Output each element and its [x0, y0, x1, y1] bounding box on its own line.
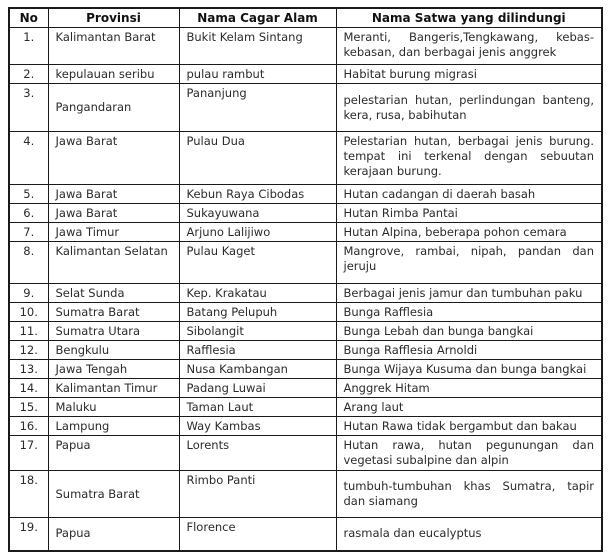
- cell-satwa: rasmala dan eucalyptus: [336, 518, 602, 551]
- cell-no: 17.: [9, 436, 48, 471]
- cell-satwa: Hutan cadangan di daerah basah: [336, 185, 602, 204]
- cell-cagar: Padang Luwai: [179, 379, 336, 398]
- table-header: [9, 8, 602, 28]
- cell-cagar: Pulau Kaget: [179, 242, 336, 284]
- column-header-cagar: Nama Cagar Alam: [179, 8, 336, 28]
- cell-cagar: Arjuno Lalijiwo: [179, 223, 336, 242]
- cell-cagar: Bukit Kelam Sintang: [179, 28, 336, 65]
- cell-cagar: Pulau Dua: [179, 132, 336, 185]
- column-header-no: No: [9, 8, 48, 28]
- table-row: [9, 242, 602, 284]
- cell-no: 12.: [9, 341, 48, 360]
- cell-cagar: Pananjung: [179, 84, 336, 132]
- cell-cagar: Sibolangit: [179, 322, 336, 341]
- cell-cagar: Batang Pelupuh: [179, 303, 336, 322]
- cell-cagar: Taman Laut: [179, 398, 336, 417]
- cell-no: 7.: [9, 223, 48, 242]
- cell-no: 13.: [9, 360, 48, 379]
- cell-satwa: Mangrove, rambai, nipah, pandan dan jeruju: [336, 242, 602, 284]
- cell-provinsi: Jawa Tengah: [48, 360, 179, 379]
- cell-provinsi: Lampung: [48, 417, 179, 436]
- cell-satwa: Hutan Rawa tidak bergambut dan bakau: [336, 417, 602, 436]
- cell-satwa: Berbagai jenis jamur dan tumbuhan paku: [336, 284, 602, 303]
- cell-no: 11.: [9, 322, 48, 341]
- cell-satwa: Hutan rawa, hutan pegunungan dan vegetasi subalpine dan alpin: [336, 436, 602, 471]
- cell-no: 1.: [9, 28, 48, 65]
- cell-satwa: Hutan Alpina, beberapa pohon cemara: [336, 223, 602, 242]
- cell-provinsi: Papua: [48, 436, 179, 471]
- cell-satwa: Habitat burung migrasi: [336, 65, 602, 84]
- cell-satwa: Meranti, Bangeris,Tengkawang, kebas-kebasan, dan berbagai jenis anggrek: [336, 28, 602, 65]
- cell-provinsi: Papua: [48, 518, 179, 551]
- cell-provinsi: Maluku: [48, 398, 179, 417]
- cell-cagar: Florence: [179, 518, 336, 551]
- cell-cagar: Sukayuwana: [179, 204, 336, 223]
- column-header-satwa: Nama Satwa yang dilindungi: [336, 8, 602, 28]
- table-row: [9, 417, 602, 436]
- cell-no: 6.: [9, 204, 48, 223]
- cell-provinsi: Pangandaran: [48, 84, 179, 132]
- column-header-provinsi: Provinsi: [48, 8, 179, 28]
- header-row: [9, 8, 602, 28]
- cell-satwa: Hutan Rimba Pantai: [336, 204, 602, 223]
- cell-provinsi: Sumatra Utara: [48, 322, 179, 341]
- table-row: [9, 65, 602, 84]
- table-row: [9, 303, 602, 322]
- table-row: [9, 518, 602, 551]
- cell-provinsi: Jawa Timur: [48, 223, 179, 242]
- cell-satwa: pelestarian hutan, perlindungan banteng, kera, rusa, babihutan: [336, 84, 602, 132]
- cell-cagar: Nusa Kambangan: [179, 360, 336, 379]
- cell-no: 14.: [9, 379, 48, 398]
- cell-satwa: Pelestarian hutan, berbagai jenis burung. tempat ini terkenal dengan sebuutan kerajaan burung.: [336, 132, 602, 185]
- cell-no: 19.: [9, 518, 48, 551]
- cell-no: 10.: [9, 303, 48, 322]
- cell-no: 4.: [9, 132, 48, 185]
- cell-no: 5.: [9, 185, 48, 204]
- table-row: [9, 360, 602, 379]
- cell-provinsi: Kalimantan Barat: [48, 28, 179, 65]
- table-row: [9, 132, 602, 185]
- table-row: [9, 223, 602, 242]
- cell-cagar: Rafflesia: [179, 341, 336, 360]
- table-body: [9, 28, 602, 551]
- cell-cagar: Kebun Raya Cibodas: [179, 185, 336, 204]
- cell-provinsi: Jawa Barat: [48, 185, 179, 204]
- cell-satwa: Bunga Rafflesia: [336, 303, 602, 322]
- cell-satwa: Arang laut: [336, 398, 602, 417]
- cell-satwa: Bunga Wijaya Kusuma dan bunga bangkai: [336, 360, 602, 379]
- document-page: [8, 7, 610, 552]
- cell-provinsi: Kalimantan Selatan: [48, 242, 179, 284]
- cell-provinsi: Selat Sunda: [48, 284, 179, 303]
- table-row: [9, 322, 602, 341]
- cell-provinsi: Bengkulu: [48, 341, 179, 360]
- table-row: [9, 284, 602, 303]
- cell-no: 9.: [9, 284, 48, 303]
- cell-no: 8.: [9, 242, 48, 284]
- cell-satwa: Bunga Lebah dan bunga bangkai: [336, 322, 602, 341]
- cell-cagar: Rimbo Panti: [179, 471, 336, 518]
- cell-provinsi: Jawa Barat: [48, 204, 179, 223]
- cell-cagar: Lorents: [179, 436, 336, 471]
- cell-no: 2.: [9, 65, 48, 84]
- cell-cagar: pulau rambut: [179, 65, 336, 84]
- cell-no: 16.: [9, 417, 48, 436]
- table-row: [9, 471, 602, 518]
- table-row: [9, 436, 602, 471]
- cell-no: 15.: [9, 398, 48, 417]
- cell-provinsi: kepulauan seribu: [48, 65, 179, 84]
- cell-satwa: tumbuh-tumbuhan khas Sumatra, tapir dan siamang: [336, 471, 602, 518]
- table-row: [9, 398, 602, 417]
- table-row: [9, 185, 602, 204]
- protected-areas-table: [8, 7, 603, 552]
- cell-cagar: Kep. Krakatau: [179, 284, 336, 303]
- cell-provinsi: Kalimantan Timur: [48, 379, 179, 398]
- cell-provinsi: Jawa Barat: [48, 132, 179, 185]
- table-row: [9, 204, 602, 223]
- table-row: [9, 341, 602, 360]
- cell-no: 18.: [9, 471, 48, 518]
- table-row: [9, 379, 602, 398]
- cell-provinsi: Sumatra Barat: [48, 471, 179, 518]
- cell-no: 3.: [9, 84, 48, 132]
- cell-provinsi: Sumatra Barat: [48, 303, 179, 322]
- table-row: [9, 84, 602, 132]
- cell-satwa: Bunga Rafflesia Arnoldi: [336, 341, 602, 360]
- cell-cagar: Way Kambas: [179, 417, 336, 436]
- cell-satwa: Anggrek Hitam: [336, 379, 602, 398]
- table-row: [9, 28, 602, 65]
